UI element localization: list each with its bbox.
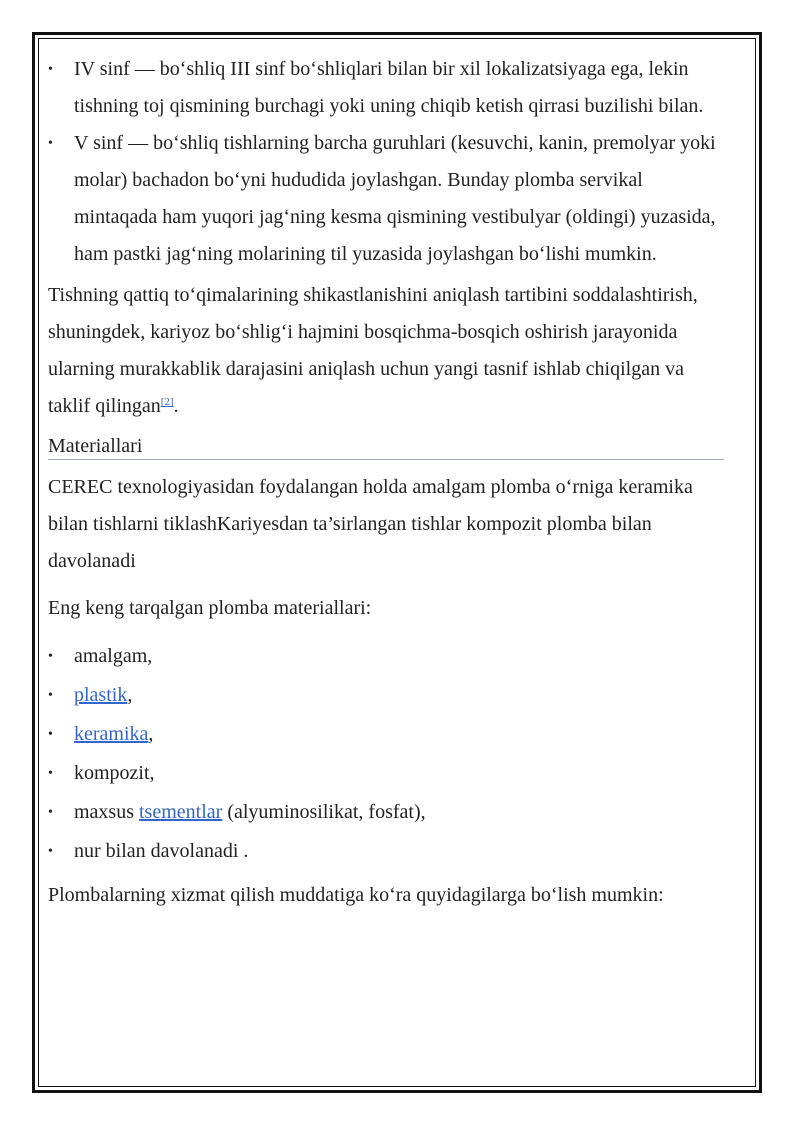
list-item-text: nur bilan davolanadi . (74, 840, 249, 862)
bullet-icon: • (48, 844, 53, 859)
paragraph-service-life: Plombalarning xizmat qilish muddatiga ko‘ra quyidagilarga bo‘lish mumkin: (48, 884, 664, 906)
list-item (48, 832, 724, 871)
list-item-text: (alyuminosilikat, fosfat), (222, 801, 426, 823)
tsementlar-link[interactable]: tsementlar (139, 801, 223, 823)
list-item (48, 51, 724, 125)
list-item-text: maxsus (74, 801, 139, 823)
list-item (48, 754, 724, 793)
keramika-link[interactable]: keramika (74, 723, 149, 745)
list-item (48, 715, 724, 754)
list-item (48, 676, 724, 715)
bullet-icon: • (48, 649, 53, 664)
list-item-text: kompozit, (74, 762, 155, 784)
list-item (48, 125, 724, 273)
list-item (48, 637, 724, 676)
paragraph-text: Tishning qattiq to‘qimalarining shikastlanishini aniqlash tartibini soddalashtirish, shuningdek, kariyoz bo‘shlig‘i hajmini bosqichma-bosqich oshirish jarayonida ularning murakkablik darajasini aniqlash uchun yangi tasnif ishlab chiqilgan va taklif qilingan (48, 284, 698, 417)
bullet-icon: • (48, 136, 53, 151)
materials-list (48, 637, 724, 871)
list-item-text: V sinf — bo‘shliq tishlarning barcha guruhlari (kesuvchi, kanin, premolyar yoki molar) bachadon bo‘yni hududida joylashgan. Bunday plomba servikal mintaqada ham yuqori jag‘ning kesma qismining vestibulyar (oldingi) yuzasida, ham pastki jag‘ning molarining til yuzasida joylashgan bo‘lishi mumkin. (74, 132, 716, 265)
bullet-icon: • (48, 62, 53, 77)
list-item-text: amalgam, (74, 645, 153, 667)
bullet-icon: • (48, 805, 53, 820)
bullet-icon: • (48, 766, 53, 781)
list-item-text: IV sinf — bo‘shliq III sinf bo‘shliqlari bilan bir xil lokalizatsiyaga ega, lekin tishning toj qismining burchagi yoki uning chiqib ketish qirrasi buzilishi bilan. (74, 58, 704, 117)
plastik-link[interactable]: plastik (74, 684, 128, 706)
bullet-icon: • (48, 688, 53, 703)
paragraph-cerec: CEREC texnologiyasidan foydalangan holda amalgam plomba o‘rniga keramika bilan tishlarni tiklashKariyesdan ta’sirlangan tishlar kompozit plomba bilan davolanadi (48, 476, 693, 572)
reference-link[interactable]: [2] (160, 396, 174, 408)
list-item-text: , (127, 684, 133, 706)
article-body (48, 51, 724, 914)
list-item (48, 793, 724, 832)
section-heading: Materiallari (48, 435, 724, 460)
class-list (48, 51, 724, 273)
list-item-text: , (148, 723, 154, 745)
paragraph-classification (48, 277, 724, 425)
paragraph-end: . (173, 395, 179, 417)
bullet-icon: • (48, 727, 53, 742)
paragraph-materials-intro: Eng keng tarqalgan plomba materiallari: (48, 597, 372, 619)
